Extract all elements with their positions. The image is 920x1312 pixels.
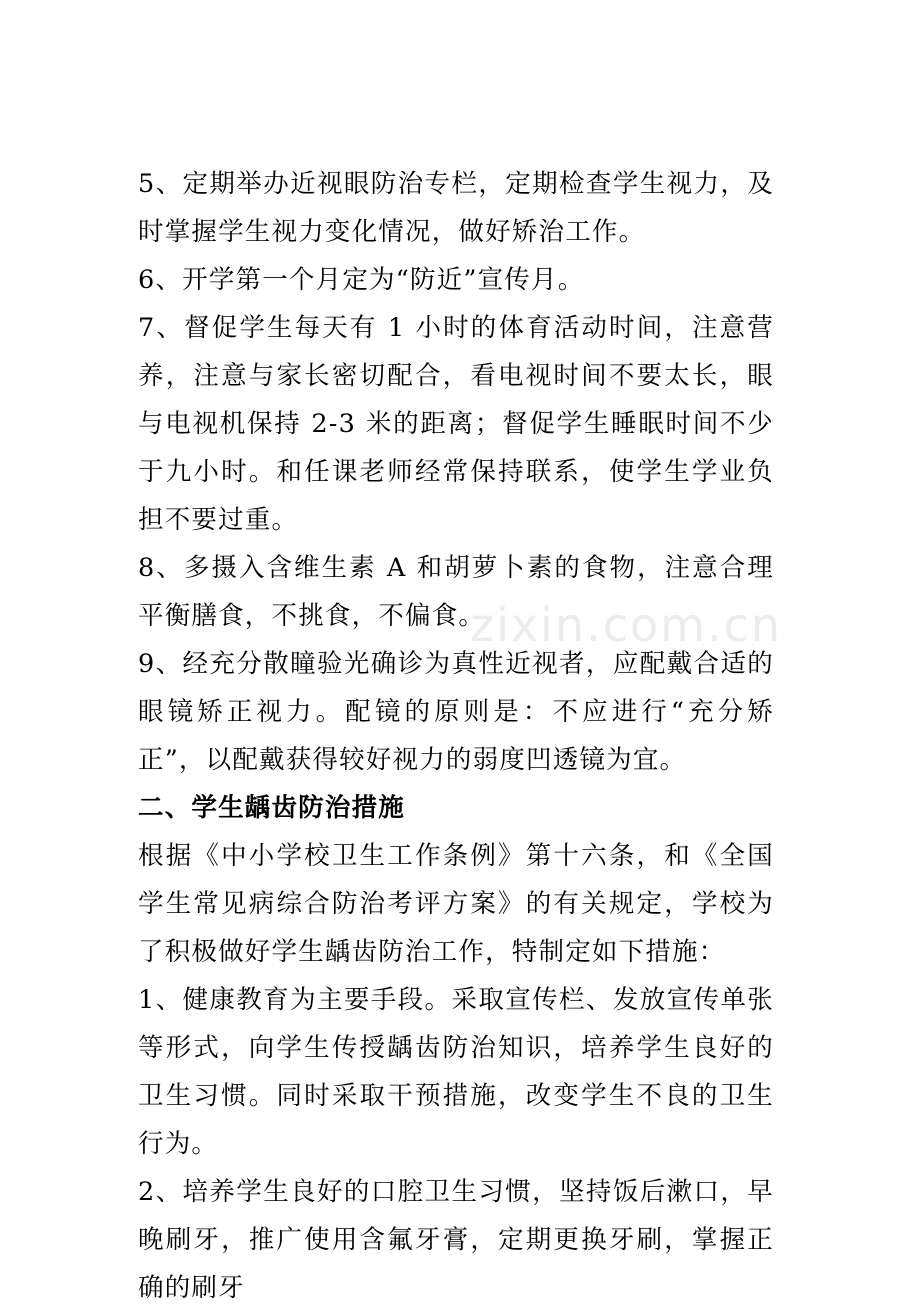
watermark: zixin.com.cn xyxy=(470,598,783,652)
paragraph-item-6: 6、开学第一个月定为“防近”宣传月。 xyxy=(138,265,585,295)
paragraph-item-8: 8、多摄入含维生素 A 和胡萝卜素的食物，注意合理平衡膳食，不挑食，不偏食。 xyxy=(138,553,774,631)
paragraph-measure-2: 2、培养学生良好的口腔卫生习惯，坚持饭后漱口，早晚刷牙，推广使用含氟牙膏，定期更换牙刷，掌握正确的刷牙 xyxy=(138,1177,774,1303)
document-page xyxy=(138,160,774,1312)
paragraph-item-5: 5、定期举办近视眼防治专栏，定期检查学生视力，及时掌握学生视力变化情况，做好矫治工作。 xyxy=(138,169,774,247)
paragraph-item-7: 7、督促学生每天有 1 小时的体育活动时间，注意营养，注意与家长密切配合，看电视时间不要太长，眼与电视机保持 2-3 米的距离；督促学生睡眠时间不少于九小时。和任课老师经常保持联系，使学生学业负担不要过重。 xyxy=(138,313,774,535)
paragraph-measure-1: 1、健康教育为主要手段。采取宣传栏、发放宣传单张等形式，向学生传授龋齿防治知识，培养学生良好的卫生习惯。同时采取干预措施，改变学生不良的卫生行为。 xyxy=(138,985,774,1159)
section-heading: 二、学生龋齿防治措施 xyxy=(138,793,406,823)
paragraph-item-9: 9、经充分散瞳验光确诊为真性近视者，应配戴合适的眼镜矫正视力。配镜的原则是：不应进行“充分矫正”，以配戴获得较好视力的弱度凹透镜为宜。 xyxy=(138,649,774,775)
paragraph-intro: 根据《中小学校卫生工作条例》第十六条，和《全国学生常见病综合防治考评方案》的有关规定，学校为了积极做好学生龋齿防治工作，特制定如下措施： xyxy=(138,841,774,967)
